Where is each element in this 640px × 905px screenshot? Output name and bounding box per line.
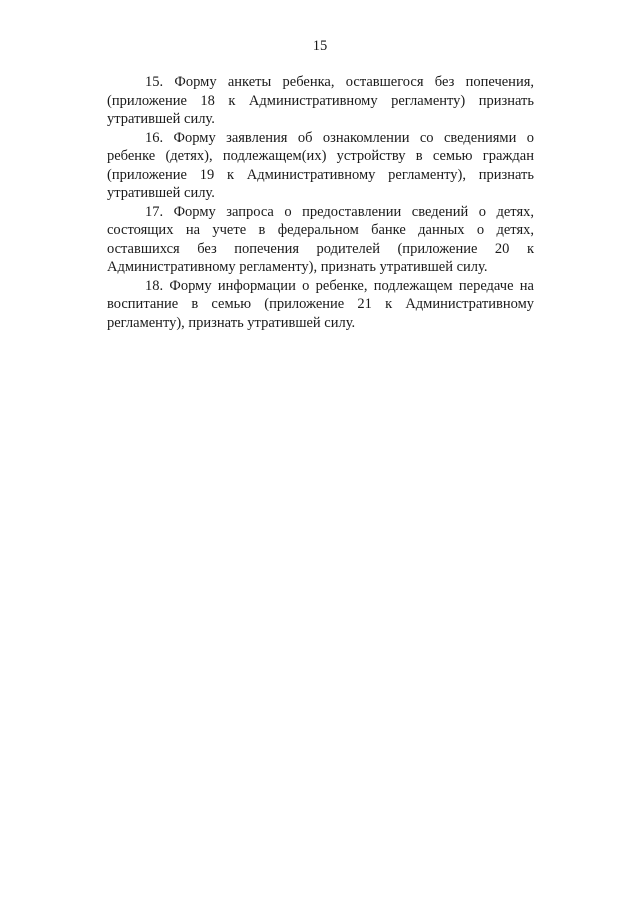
paragraph-item-16: 16. Форму заявления об ознакомлении со сведениями о ребенке (детях), подлежащем(их) устройству в семью граждан (приложение 19 к Административному регламенту), признать утратившей силу.	[107, 129, 534, 201]
paragraph-item-15: 15. Форму анкеты ребенка, оставшегося без попечения, (приложение 18 к Административному регламенту) признать утратившей силу.	[107, 74, 534, 127]
page-number: 15	[312, 38, 328, 54]
paragraph-item-17: 17. Форму запроса о предоставлении сведений о детях, состоящих на учете в федеральном банке данных о детях, оставшихся без попечения родителей (приложение 20 к Административному регламенту), признать утратившей силу.	[107, 203, 534, 275]
document-body	[107, 73, 534, 332]
paragraph-item-18: 18. Форму информации о ребенке, подлежащем передаче на воспитание в семью (приложение 21 к Административному регламенту), признать утратившей силу.	[107, 277, 534, 331]
